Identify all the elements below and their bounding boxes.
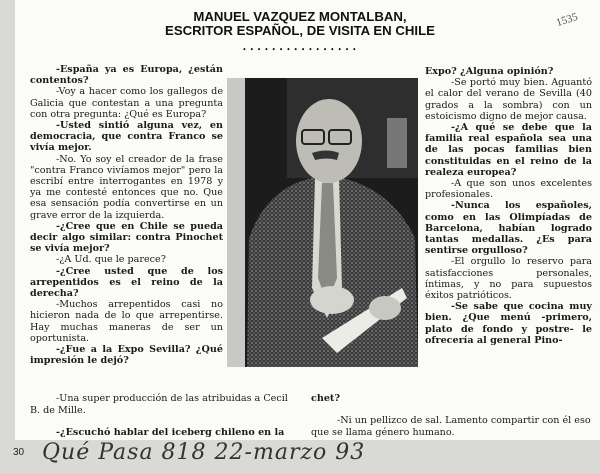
question-paragraph: -Usted sintió alguna vez, en democracia, que contra Franco se vivía mejor. [30,120,223,154]
question-paragraph: -¿Cree que en Chile se pueda decir algo similar: contra Pinochet se vivía mejor? [30,220,223,255]
headline-separator: •••••••••••••••• [242,46,360,54]
column-left [30,64,223,366]
archive-number: 1535 [554,10,580,30]
answer-paragraph: -Voy a hacer como los gallegos de Galicia que contestan a una pregunta con otra pregunta: ¿Qué es Europa? [30,86,223,120]
question-paragraph: chet? [311,392,340,404]
headline-line-1: MANUEL VAZQUEZ MONTALBAN, [193,9,407,24]
question-paragraph: -Nunca los españoles, como en las Olimpíadas de Barcelona, habían logrado tantas medallas. ¿Es para sentirse orgulloso? [425,200,592,257]
answer-paragraph: -Ni un pellizco de sal. Lamento compartir con él eso que se llama género humano. [311,414,591,439]
answer-paragraph: -El orgullo lo reservo para satisfacciones personales, íntimas, y no para supuestos éxitos patrióticos. [425,256,592,302]
column-right [425,66,592,346]
portrait-photo [227,78,418,367]
question-paragraph: -España ya es Europa, ¿están contentos? [30,64,223,87]
answer-paragraph: -No. Yo soy el creador de la frase "contra Franco vivíamos mejor" pero la escribí entre interrogantes en 1978 y ya me contesté entonces que no. Que esa sensación podía convertirse en un grave error de la izquierda. [30,153,223,221]
answer-paragraph: -A que son unos excelentes profesionales. [425,178,592,201]
question-paragraph: -Se sabe que cocina muy bien. ¿Que menú -primero, plato de fondo y postre- le ofrecería al general Pino- [425,301,592,346]
article-headline [150,10,450,38]
portrait-image [227,78,418,367]
handwritten-source-note: Qué Pasa 818 22-marzo 93 [42,440,366,465]
answer-paragraph: -¿A Ud. que le parece? [56,254,166,266]
question-paragraph: -¿A qué se debe que la familia real española sea una de las pocas familias bien constituidas en el reino de la realeza europea? [425,122,592,178]
answer-paragraph: -Se portó muy bien. Aguantó el calor del verano de Sevilla (40 grados a la sombra) con un estoicismo digno de mejor causa. [425,77,592,122]
question-paragraph: -¿Cree usted que de los arrepentidos es el reino de la derecha? [30,265,223,300]
answer-paragraph: -Muchos arrepentidos casi no hicieron nada de lo que arrepentirse. Hay muchas maneras de ser un oportunista. [30,299,223,344]
answer-paragraph: -Una super producción de las atribuidas a Cecil B. de Mille. [30,392,288,417]
question-paragraph: Expo? ¿Alguna opinión? [425,66,554,77]
page-number: 30 [13,447,25,458]
question-paragraph: -¿Escuchó hablar del iceberg chileno en la [56,427,285,439]
headline-line-2: ESCRITOR ESPAÑOL, DE VISITA EN CHILE [165,23,435,38]
question-paragraph: -¿Fue a la Expo Sevilla? ¿Qué impresión le dejó? [30,344,223,367]
